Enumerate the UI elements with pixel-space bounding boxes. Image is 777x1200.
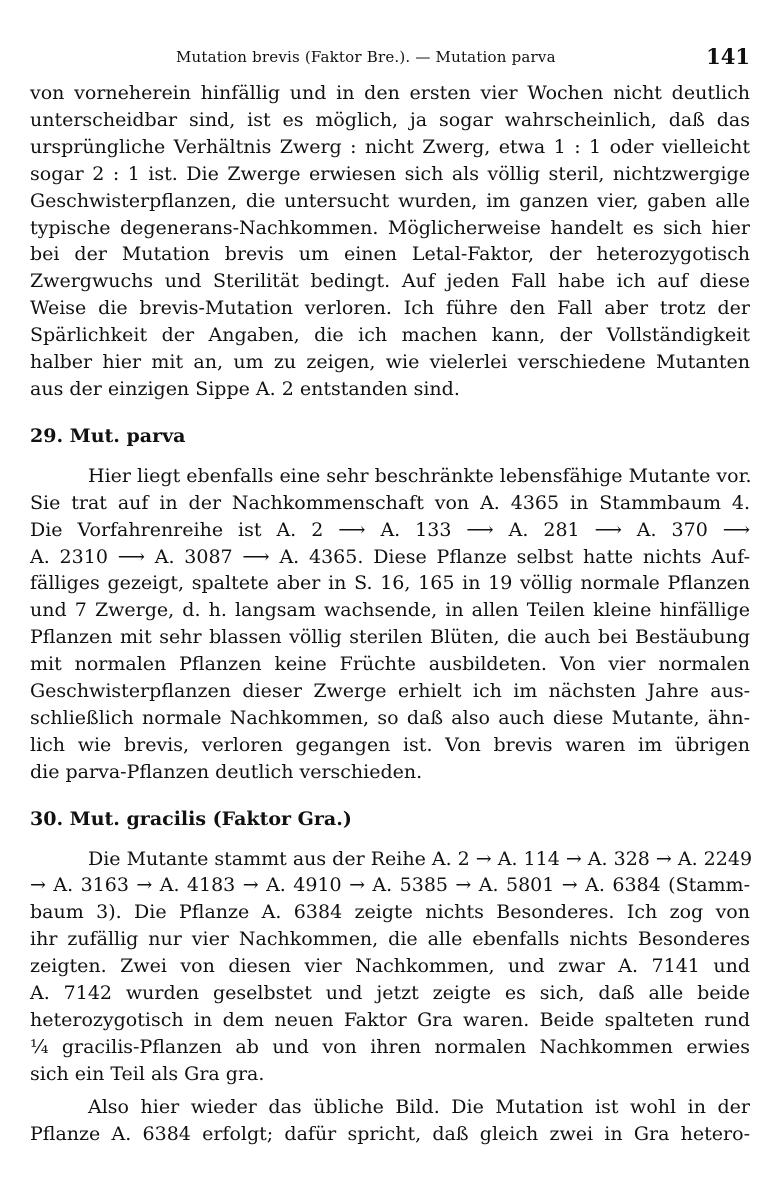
text-line: heterozygotisch in dem neuen Faktor Gra waren. Beide spalteten rund: [30, 1009, 750, 1031]
text-line: A. 2310 ⟶ A. 3087 ⟶ A. 4365. Diese Pflanze selbst hatte nichts Auf-: [30, 545, 750, 568]
text-line: Die Mutante stammt aus der Reihe A. 2 → A. 114 → A. 328 → A. 2249: [88, 847, 753, 870]
text-line: Also hier wieder das übliche Bild. Die Mutation ist wohl in der: [88, 1095, 750, 1118]
text-line: aus der einzigen Sippe A. 2 entstanden sind.: [30, 377, 460, 400]
text-line: Sie trat auf in der Nachkommenschaft von A. 4365 in Stammbaum 4.: [30, 491, 750, 514]
page-number: 141: [706, 44, 750, 69]
text-line: ursprüngliche Verhältnis Zwerg : nicht Zwerg, etwa 1 : 1 oder vielleicht: [30, 135, 750, 158]
page-header: [30, 40, 750, 80]
running-head: Mutation brevis (Faktor Bre.). — Mutation parva: [176, 48, 556, 66]
section-heading: 29. Mut. parva: [30, 424, 186, 447]
text-line: mit normalen Pflanzen keine Früchte ausbildeten. Von vier normalen: [30, 653, 750, 676]
section-heading: 30. Mut. gracilis (Faktor Gra.): [30, 807, 352, 830]
paragraph-continuation: [30, 80, 750, 403]
paragraph-final: [30, 1094, 750, 1148]
text-line: Spärlichkeit der Angaben, die ich machen kann, der Vollständigkeit: [30, 324, 750, 347]
text-line: Geschwisterpflanzen dieser Zwerge erhielt ich im nächsten Jahre aus-: [30, 680, 750, 703]
text-line: typische degenerans-Nachkommen. Möglicherweise handelt es sich hier: [30, 216, 750, 239]
text-line: fälliges gezeigt, spaltete aber in S. 16, 165 in 19 völlig normale Pflanzen: [30, 572, 750, 595]
text-line: Hier liegt ebenfalls eine sehr beschränkte lebensfähige Mutante vor.: [88, 464, 752, 487]
text-line: Pflanze A. 6384 erfolgt; dafür spricht, daß gleich zwei in Gra hetero-: [30, 1122, 750, 1145]
text-line: Pflanzen mit sehr blassen völlig sterilen Blüten, die auch bei Bestäubung: [30, 626, 750, 649]
text-line: bei der Mutation brevis um einen Letal-Faktor, der heterozygotisch: [30, 243, 750, 266]
text-line: baum 3). Die Pflanze A. 6384 zeigte nichts Besonderes. Ich zog von: [30, 901, 750, 924]
text-line: Weise die brevis-Mutation verloren. Ich führe den Fall aber trotz der: [30, 297, 750, 320]
text-line: Zwergwuchs und Sterilität bedingt. Auf jeden Fall habe ich auf diese: [30, 270, 750, 293]
text-line: Geschwisterpflanzen, die untersucht wurden, im ganzen vier, gaben alle: [30, 189, 750, 212]
text-line: lich wie brevis, verloren gegangen ist. Von brevis waren im übrigen: [30, 733, 750, 756]
text-line: unterscheidbar sind, ist es möglich, ja sogar wahrscheinlich, daß das: [30, 108, 750, 131]
book-page: [30, 40, 753, 1148]
text-line: halber hier mit an, um zu zeigen, wie vielerlei verschiedene Mutanten: [30, 351, 750, 374]
text-line: die parva-Pflanzen deutlich verschieden.: [30, 760, 423, 783]
text-line: → A. 3163 → A. 4183 → A. 4910 → A. 5385 → A. 5801 → A. 6384 (Stamm-: [30, 874, 750, 897]
text-line: zeigten. Zwei von diesen vier Nachkommen, und zwar A. 7141 und: [30, 955, 750, 978]
text-line: und 7 Zwerge, d. h. langsam wachsende, in allen Teilen kleine hinfällige: [30, 599, 750, 622]
text-line: ihr zufällig nur vier Nachkommen, die alle ebenfalls nichts Besonderes: [30, 928, 750, 951]
section-29: [30, 423, 750, 786]
text-line: A. 7142 wurden geselbstet und jetzt zeigte es sich, daß alle beide: [30, 982, 750, 1005]
text-line: Die Vorfahrenreihe ist A. 2 ⟶ A. 133 ⟶ A. 281 ⟶ A. 370 ⟶: [30, 518, 750, 541]
text-line: schließlich normale Nachkommen, so daß also auch diese Mutante, ähn-: [30, 706, 750, 729]
text-line: sich ein Teil als Gra gra.: [30, 1062, 265, 1085]
text-line: ¼ gracilis-Pflanzen ab und von ihren normalen Nachkommen erwies: [30, 1035, 750, 1058]
section-30: [30, 806, 753, 1088]
text-line: sogar 2 : 1 ist. Die Zwerge erwiesen sich als völlig steril, nichtzwergige: [30, 162, 750, 185]
text-line: von vorneherein hinfällig und in den ersten vier Wochen nicht deutlich: [30, 82, 750, 104]
